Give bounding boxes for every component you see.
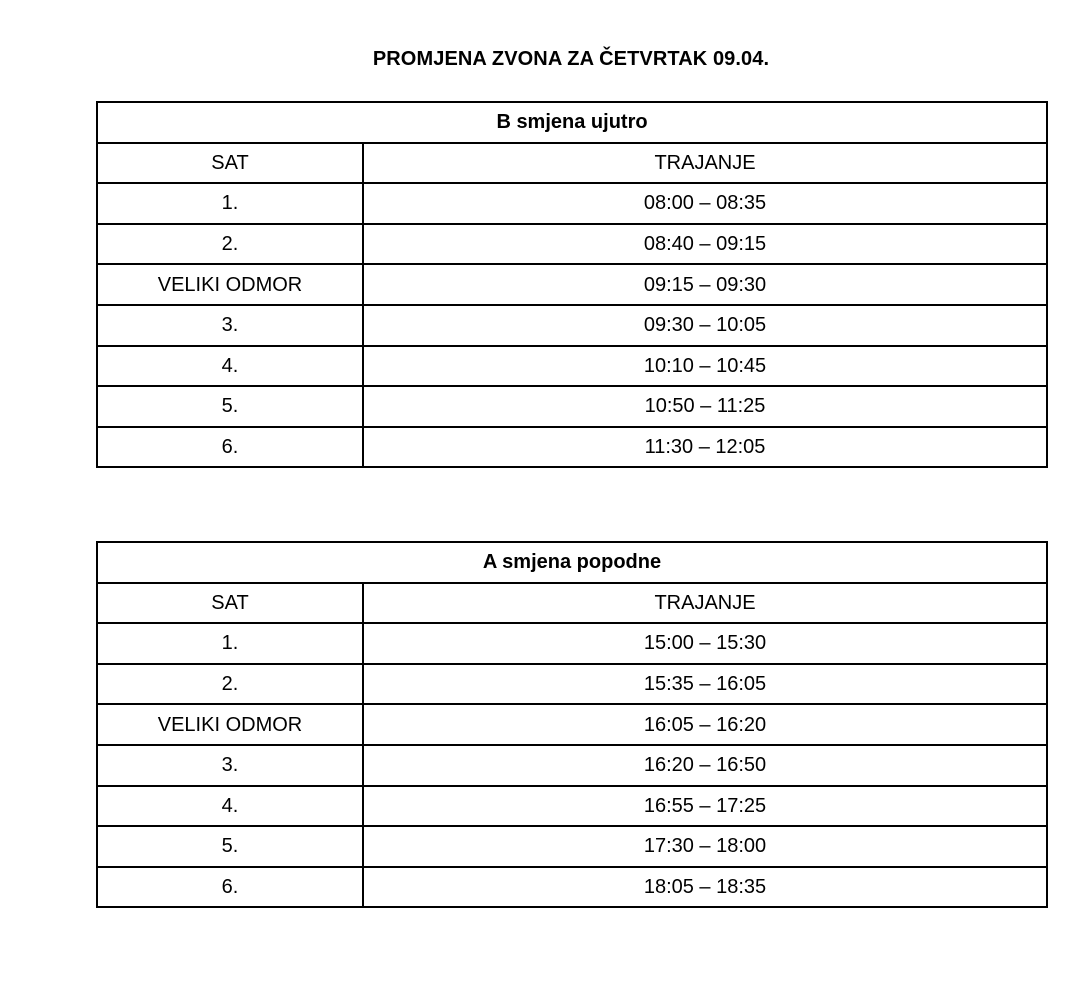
period-cell: VELIKI ODMOR bbox=[97, 264, 363, 305]
table-caption: A smjena popodne bbox=[97, 542, 1047, 583]
table-row bbox=[97, 867, 1047, 908]
period-cell: 3. bbox=[97, 745, 363, 786]
table-caption-row bbox=[97, 102, 1047, 143]
table-row bbox=[97, 745, 1047, 786]
table-row bbox=[97, 427, 1047, 468]
period-cell: 6. bbox=[97, 427, 363, 468]
column-header-sat: SAT bbox=[97, 583, 363, 624]
period-cell: VELIKI ODMOR bbox=[97, 704, 363, 745]
column-header-trajanje: TRAJANJE bbox=[363, 583, 1047, 624]
table-row bbox=[97, 664, 1047, 705]
period-cell: 2. bbox=[97, 224, 363, 265]
table-row bbox=[97, 305, 1047, 346]
duration-cell: 09:15 – 09:30 bbox=[363, 264, 1047, 305]
table-header-row bbox=[97, 143, 1047, 184]
table-row bbox=[97, 183, 1047, 224]
duration-cell: 08:00 – 08:35 bbox=[363, 183, 1047, 224]
table-row bbox=[97, 786, 1047, 827]
duration-cell: 16:05 – 16:20 bbox=[363, 704, 1047, 745]
period-cell: 2. bbox=[97, 664, 363, 705]
duration-cell: 15:00 – 15:30 bbox=[363, 623, 1047, 664]
column-header-sat: SAT bbox=[97, 143, 363, 184]
table-row bbox=[97, 264, 1047, 305]
duration-cell: 18:05 – 18:35 bbox=[363, 867, 1047, 908]
duration-cell: 08:40 – 09:15 bbox=[363, 224, 1047, 265]
duration-cell: 09:30 – 10:05 bbox=[363, 305, 1047, 346]
table-row bbox=[97, 224, 1047, 265]
duration-cell: 10:10 – 10:45 bbox=[363, 346, 1047, 387]
table-row bbox=[97, 386, 1047, 427]
duration-cell: 10:50 – 11:25 bbox=[363, 386, 1047, 427]
duration-cell: 16:55 – 17:25 bbox=[363, 786, 1047, 827]
period-cell: 4. bbox=[97, 346, 363, 387]
period-cell: 1. bbox=[97, 623, 363, 664]
period-cell: 1. bbox=[97, 183, 363, 224]
period-cell: 4. bbox=[97, 786, 363, 827]
table-row bbox=[97, 826, 1047, 867]
period-cell: 6. bbox=[97, 867, 363, 908]
duration-cell: 11:30 – 12:05 bbox=[363, 427, 1047, 468]
period-cell: 3. bbox=[97, 305, 363, 346]
table-caption-row bbox=[97, 542, 1047, 583]
duration-cell: 17:30 – 18:00 bbox=[363, 826, 1047, 867]
period-cell: 5. bbox=[97, 386, 363, 427]
duration-cell: 16:20 – 16:50 bbox=[363, 745, 1047, 786]
page-title: PROMJENA ZVONA ZA ČETVRTAK 09.04. bbox=[372, 48, 770, 70]
table-caption: B smjena ujutro bbox=[97, 102, 1047, 143]
duration-cell: 15:35 – 16:05 bbox=[363, 664, 1047, 705]
table-row bbox=[97, 346, 1047, 387]
schedule-table-afternoon bbox=[96, 541, 1048, 908]
table-row bbox=[97, 704, 1047, 745]
column-header-trajanje: TRAJANJE bbox=[363, 143, 1047, 184]
table-row bbox=[97, 623, 1047, 664]
schedule-table-morning bbox=[96, 101, 1048, 468]
period-cell: 5. bbox=[97, 826, 363, 867]
table-header-row bbox=[97, 583, 1047, 624]
